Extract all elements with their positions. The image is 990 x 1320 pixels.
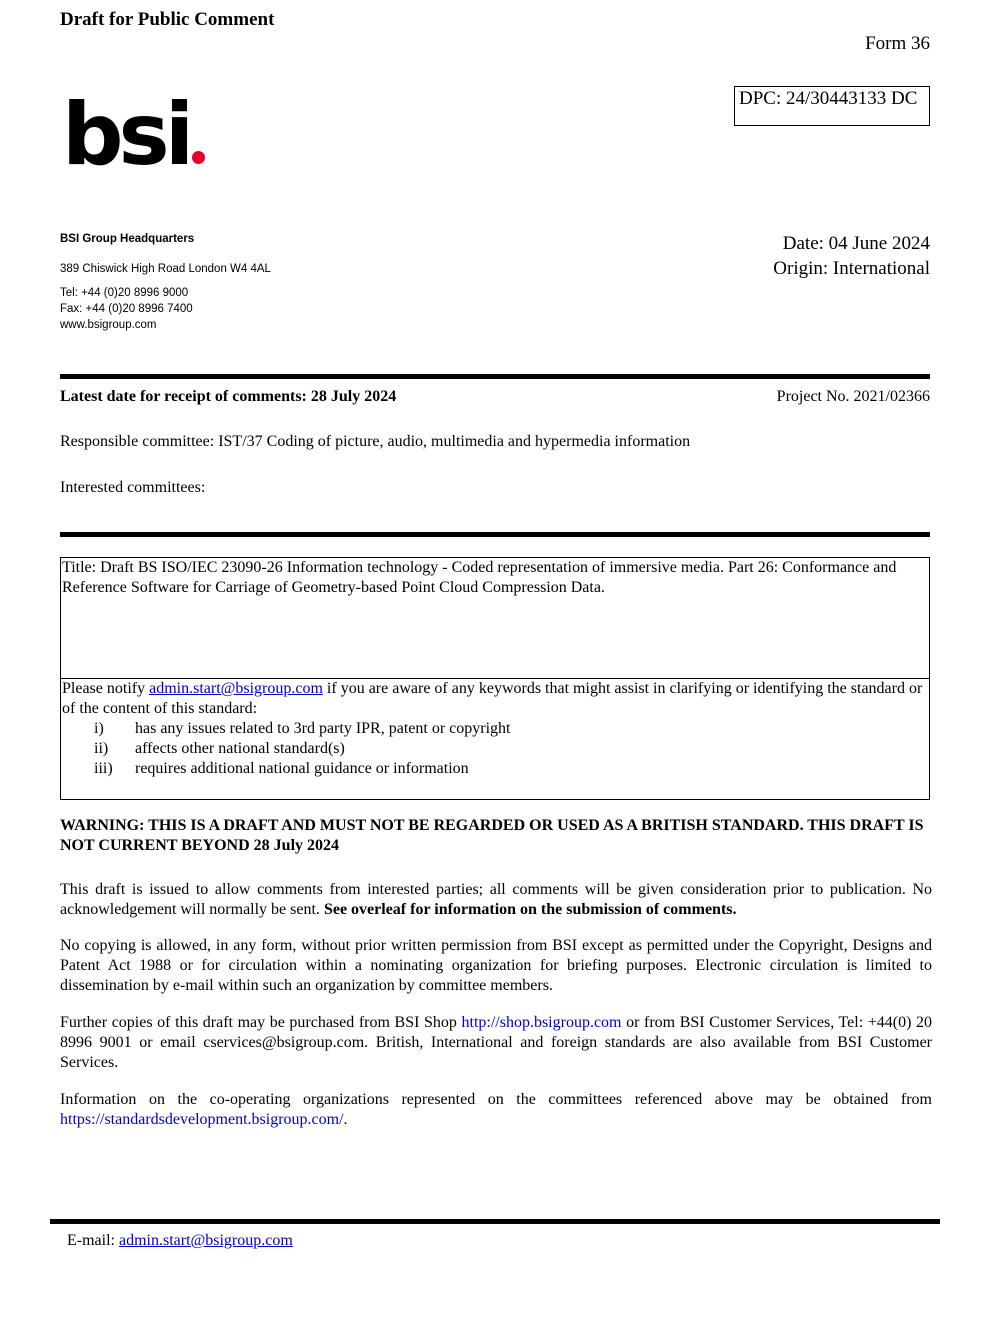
standards-development-link[interactable]: https://standardsdevelopment.bsigroup.com/ bbox=[60, 1111, 344, 1128]
list-item bbox=[62, 739, 928, 759]
document-date: Date: 04 June 2024 bbox=[782, 233, 930, 254]
logo-dot-icon bbox=[192, 151, 205, 164]
notify-text bbox=[62, 679, 928, 719]
bsi-logo bbox=[62, 85, 205, 185]
org-contact bbox=[60, 285, 193, 333]
paragraph-comments bbox=[60, 880, 932, 920]
footer-rule bbox=[50, 1219, 940, 1224]
list-item-number: ii) bbox=[94, 740, 109, 757]
paragraph-organizations-text: Information on the co-operating organizations represented on the committees referenced above may be obtained from bbox=[60, 1091, 932, 1108]
paragraph-comments-text: This draft is issued to allow comments from interested parties; all comments will be given consideration prior to publication. No acknowledgement will normally be sent. bbox=[60, 881, 932, 918]
org-fax: Fax: +44 (0)20 8996 7400 bbox=[60, 303, 193, 315]
org-address: 389 Chiswick High Road London W4 4AL bbox=[60, 263, 271, 275]
standard-title: Title: Draft BS ISO/IEC 23090-26 Information technology - Coded representation of immersive media. Part 26: Conformance and Reference Software for Carriage of Geometry-based Point Cloud Compression Data. bbox=[62, 559, 897, 596]
footer-email-label: E-mail: bbox=[67, 1232, 119, 1249]
paragraph-comments-bold: See overleaf for information on the submission of comments. bbox=[323, 901, 737, 918]
document-origin: Origin: International bbox=[773, 258, 930, 279]
paragraph-copies bbox=[60, 1013, 932, 1073]
title-box bbox=[60, 557, 930, 679]
paragraph-copies-text-end: or from BSI Customer Services, Tel: +44(0) 20 8996 9001 or email cservices@bsigroup.com. British, International and foreign standards are also available from BSI Customer Services. bbox=[60, 1014, 932, 1071]
paragraph-copying: No copying is allowed, in any form, without prior written permission from BSI except as permitted under the Copyright, Designs and Patent Act 1988 or for circulation within a nominating organization for briefing purposes. Electronic circulation is limited to dissemination by e-mail within such an organization by committee members. bbox=[60, 937, 932, 994]
divider-rule bbox=[60, 374, 930, 379]
dpc-reference: DPC: 24/30443133 DC bbox=[739, 88, 918, 109]
list-item-text: affects other national standard(s) bbox=[135, 740, 345, 757]
list-item bbox=[62, 719, 928, 739]
org-tel: Tel: +44 (0)20 8996 9000 bbox=[60, 287, 189, 299]
dpc-reference-box bbox=[734, 86, 930, 126]
list-item bbox=[62, 759, 928, 779]
notify-suffix: if you are aware of any keywords that might assist in clarifying or identifying the standard or of the content of this standard: bbox=[62, 680, 923, 717]
draft-label: Draft for Public Comment bbox=[60, 9, 275, 30]
paragraph-organizations-end: . bbox=[343, 1111, 348, 1128]
list-item-number: i) bbox=[94, 720, 104, 737]
form-number: Form 36 bbox=[865, 33, 930, 54]
list-item-text: requires additional national guidance or information bbox=[135, 760, 469, 777]
org-web: www.bsigroup.com bbox=[60, 319, 157, 331]
list-item-text: has any issues related to 3rd party IPR, patent or copyright bbox=[135, 720, 511, 737]
notify-list bbox=[62, 719, 928, 779]
notify-box bbox=[60, 678, 930, 800]
bsi-shop-link[interactable]: http://shop.bsigroup.com bbox=[461, 1014, 622, 1031]
latest-comment-date: Latest date for receipt of comments: 28 July 2024 bbox=[60, 388, 397, 405]
paragraph-copies-text: Further copies of this draft may be purchased from BSI Shop bbox=[60, 1014, 462, 1031]
notify-prefix: Please notify bbox=[62, 680, 150, 697]
project-number: Project No. 2021/02366 bbox=[776, 388, 930, 405]
footer-email-link[interactable]: admin.start@bsigroup.com bbox=[118, 1232, 293, 1249]
divider-rule bbox=[60, 532, 930, 537]
notify-email-link[interactable]: admin.start@bsigroup.com bbox=[149, 680, 323, 697]
responsible-committee: Responsible committee: IST/37 Coding of picture, audio, multimedia and hypermedia information bbox=[60, 433, 691, 450]
interested-committees: Interested committees: bbox=[60, 479, 206, 496]
paragraph-organizations bbox=[60, 1090, 932, 1130]
draft-warning: WARNING: THIS IS A DRAFT AND MUST NOT BE REGARDED OR USED AS A BRITISH STANDARD. THIS DRAFT IS NOT CURRENT BEYOND 28 July 2024 bbox=[60, 817, 924, 854]
footer-email bbox=[67, 1232, 293, 1250]
logo-text: bsi bbox=[62, 85, 190, 185]
list-item-number: iii) bbox=[94, 760, 113, 777]
org-name: BSI Group Headquarters bbox=[60, 233, 195, 245]
